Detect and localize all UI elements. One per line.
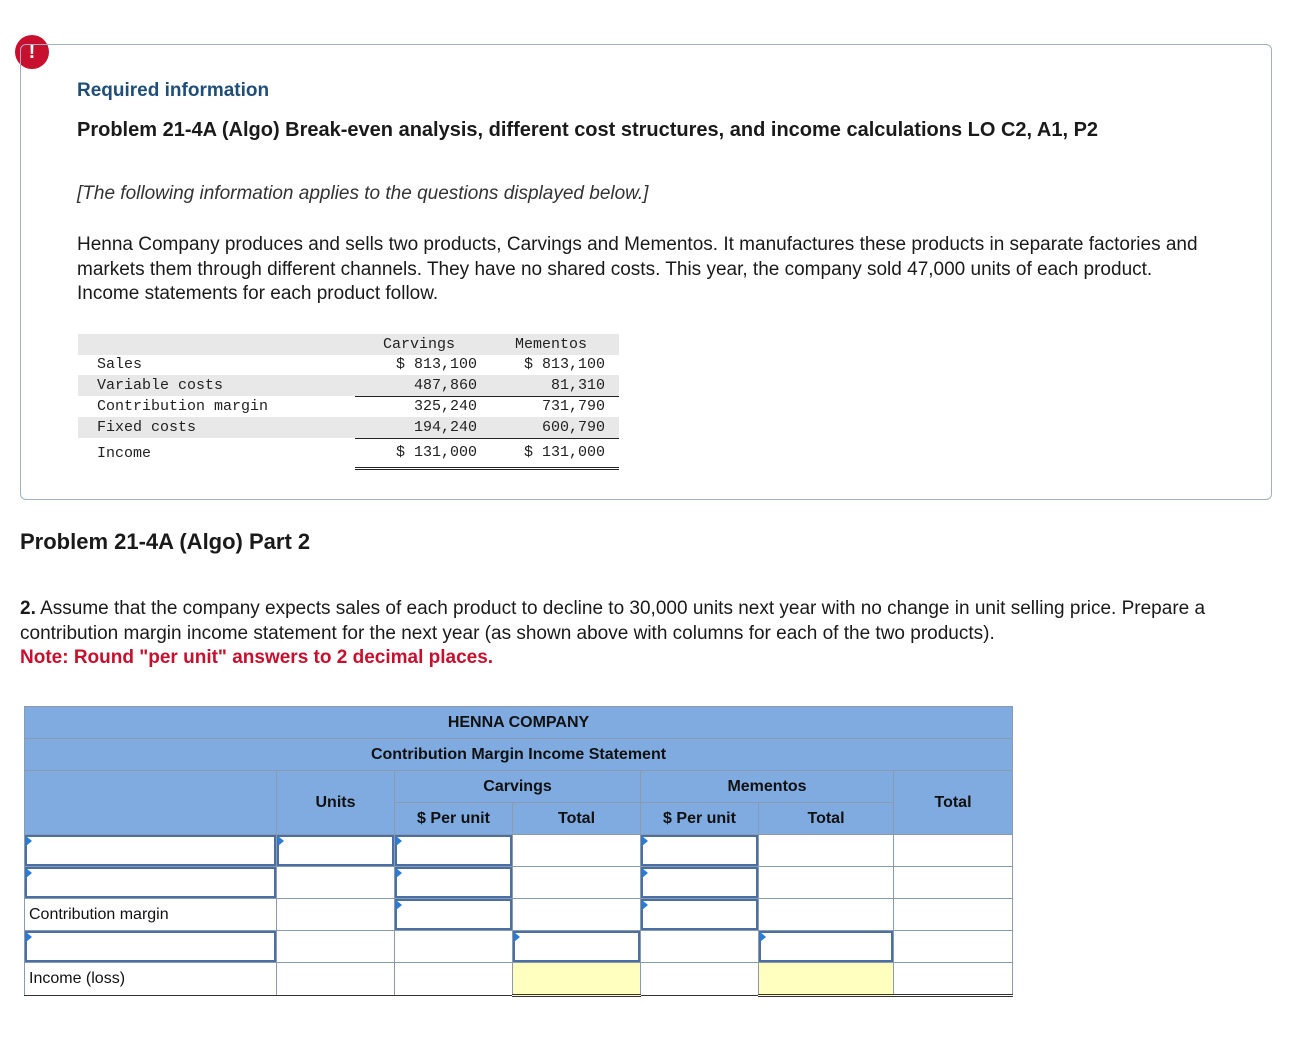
header-total: Total	[894, 771, 1013, 835]
income-row-contribution-margin	[78, 396, 619, 417]
income-statement-header-row	[78, 334, 619, 355]
row1-mementos-per-unit-input[interactable]	[641, 835, 759, 867]
col-header-carvings: Carvings	[355, 334, 483, 355]
row4-mementos-per-unit	[641, 931, 759, 963]
answer-row-income	[25, 963, 1013, 996]
required-info-label: Required information	[77, 80, 270, 101]
row1-total	[894, 835, 1013, 867]
row3-total	[894, 899, 1013, 931]
rounding-note: Note: Round "per unit" answers to 2 decimal places.	[20, 647, 494, 668]
question-body: Assume that the company expects sales of each product to decline to 30,000 units next year with no change in unit selling price. Prepare a contribution margin income statement for the next year (as shown above with columns for each of the two products).	[20, 598, 1206, 644]
question-text	[20, 597, 1280, 671]
row2-mementos-total	[759, 867, 894, 899]
row4-label-input[interactable]	[25, 931, 277, 963]
row4-carvings-per-unit	[395, 931, 513, 963]
row4-total	[894, 931, 1013, 963]
statement-title: Contribution Margin Income Statement	[25, 739, 1013, 771]
carvings-value: 487,860	[355, 375, 483, 396]
mementos-value: 81,310	[483, 375, 619, 396]
row1-mementos-total	[759, 835, 894, 867]
header-mementos-total: Total	[759, 803, 894, 835]
row2-carvings-total	[513, 867, 641, 899]
header-carvings: Carvings	[395, 771, 641, 803]
row1-label-input[interactable]	[25, 835, 277, 867]
header-carvings-per-unit: $ Per unit	[395, 803, 513, 835]
col-header-mementos: Mementos	[483, 334, 619, 355]
row5-units	[277, 963, 395, 996]
row-label: Sales	[97, 356, 143, 374]
question-number: 2.	[20, 598, 36, 619]
row3-carvings-total	[513, 899, 641, 931]
row2-mementos-per-unit-input[interactable]	[641, 867, 759, 899]
header-mementos: Mementos	[641, 771, 894, 803]
row3-units	[277, 899, 395, 931]
row5-mementos-per-unit	[641, 963, 759, 996]
income-statement-table	[78, 334, 619, 470]
contribution-margin-label: Contribution margin	[25, 899, 277, 931]
part-title: Problem 21-4A (Algo) Part 2	[20, 529, 311, 554]
income-loss-label: Income (loss)	[25, 963, 277, 996]
mementos-income-total	[759, 963, 894, 996]
row3-carvings-per-unit-input[interactable]	[395, 899, 513, 931]
row-label: Fixed costs	[78, 417, 355, 438]
mementos-value: 731,790	[541, 398, 605, 416]
row2-total	[894, 867, 1013, 899]
income-row-fixed-costs	[78, 417, 619, 438]
intro-paragraph: Henna Company produces and sells two products, Carvings and Mementos. It manufactures these products in separate factories and markets them through different channels. They have no shared costs. This year, the company sold 47,000 units of each product. Income statements for each product follow.	[77, 234, 1198, 304]
row4-units	[277, 931, 395, 963]
row1-units-input[interactable]	[277, 835, 395, 867]
row1-carvings-per-unit-input[interactable]	[395, 835, 513, 867]
alert-icon: !	[15, 35, 49, 69]
income-row-sales	[78, 355, 619, 376]
carvings-income-total	[513, 963, 641, 996]
row4-mementos-total-input[interactable]	[759, 931, 894, 963]
row5-total	[894, 963, 1013, 996]
mementos-value: $ 813,100	[523, 356, 605, 374]
row-label: Variable costs	[78, 375, 355, 396]
row1-carvings-total	[513, 835, 641, 867]
row4-carvings-total-input[interactable]	[513, 931, 641, 963]
answer-row-4	[25, 931, 1013, 963]
answer-table	[24, 706, 1013, 997]
problem-title: Problem 21-4A (Algo) Break-even analysis, different cost structures, and income calculations LO C2, A1, P2	[77, 119, 1099, 141]
row5-carvings-per-unit	[395, 963, 513, 996]
row-label: Contribution margin	[97, 398, 269, 415]
mementos-value: 600,790	[483, 417, 619, 438]
header-units: Units	[277, 771, 395, 835]
answer-row-2	[25, 867, 1013, 899]
carvings-value: 325,240	[413, 398, 477, 416]
carvings-value: 194,240	[355, 417, 483, 438]
income-row-variable-costs	[78, 375, 619, 396]
carvings-value: $ 131,000	[355, 438, 483, 468]
row-label: Income	[97, 444, 152, 462]
header-carvings-total: Total	[513, 803, 641, 835]
row2-label-input[interactable]	[25, 867, 277, 899]
carvings-value: $ 813,100	[395, 356, 477, 374]
header-blank	[25, 771, 277, 835]
applies-note: [The following information applies to the questions displayed below.]	[77, 183, 649, 204]
row3-mementos-per-unit-input[interactable]	[641, 899, 759, 931]
row2-carvings-per-unit-input[interactable]	[395, 867, 513, 899]
income-row-income	[78, 438, 619, 468]
answer-row-1	[25, 835, 1013, 867]
row3-mementos-total	[759, 899, 894, 931]
answer-row-contribution-margin	[25, 899, 1013, 931]
mementos-value: $ 131,000	[483, 438, 619, 468]
header-mementos-per-unit: $ Per unit	[641, 803, 759, 835]
row2-units	[277, 867, 395, 899]
company-name: HENNA COMPANY	[25, 707, 1013, 739]
